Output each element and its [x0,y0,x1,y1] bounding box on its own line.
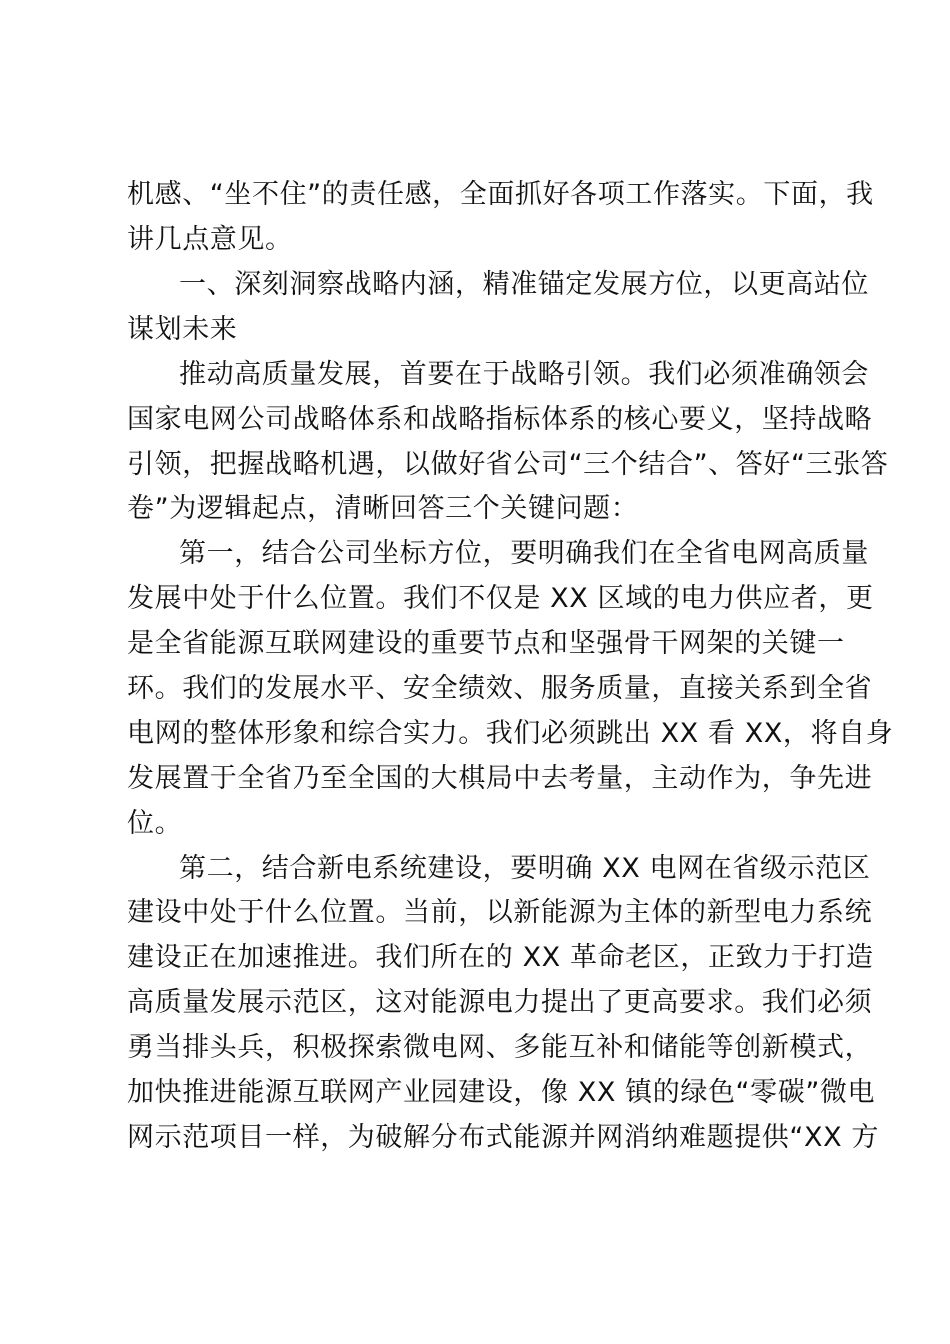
text-line: 电网的整体形象和综合实力。我们必须跳出 XX 看 XX，将自身 [127,718,894,749]
text-line: 勇当排头兵，积极探索微电网、多能互补和储能等创新模式， [127,1032,873,1063]
text-line: 发展中处于什么位置。我们不仅是 XX 区域的电力供应者，更 [127,583,874,614]
text-line: 建设中处于什么位置。当前，以新能源为主体的新型电力系统 [127,897,873,928]
section-heading: 一、深刻洞察战略内涵，精准锚定发展方位，以更高站位 [179,269,869,300]
text-line: 卷”为逻辑起点，清晰回答三个关键问题： [127,493,639,524]
text-line: 国家电网公司战略体系和战略指标体系的核心要义，坚持战略 [127,404,873,435]
text-line: 发展置于全省乃至全国的大棋局中去考量，主动作为，争先进 [127,763,873,794]
text-line: 建设正在加速推进。我们所在的 XX 革命老区，正致力于打造 [127,942,874,973]
text-line: 推动高质量发展，首要在于战略引领。我们必须准确领会 [179,359,869,390]
text-line: 第二，结合新电系统建设，要明确 XX 电网在省级示范区 [179,853,871,884]
text-line: 是全省能源互联网建设的重要节点和坚强骨干网架的关键一 [127,628,845,659]
text-line: 讲几点意见。 [127,224,293,255]
text-line: 机感、“坐不住”的责任感，全面抓好各项工作落实。下面，我 [127,179,874,210]
text-line: 第一，结合公司坐标方位，要明确我们在全省电网高质量 [179,538,869,569]
text-line: 网示范项目一样，为破解分布式能源并网消纳难题提供“XX 方 [127,1122,879,1153]
section-heading: 谋划未来 [127,314,238,345]
text-line: 加快推进能源互联网产业园建设，像 XX 镇的绿色“零碳”微电 [127,1077,876,1108]
text-line: 高质量发展示范区，这对能源电力提出了更高要求。我们必须 [127,987,873,1018]
text-line: 位。 [127,808,183,839]
text-line: 环。我们的发展水平、安全绩效、服务质量，直接关系到全省 [127,673,873,704]
text-line: 引领，把握战略机遇，以做好省公司“三个结合”、答好“三张答 [127,449,889,480]
